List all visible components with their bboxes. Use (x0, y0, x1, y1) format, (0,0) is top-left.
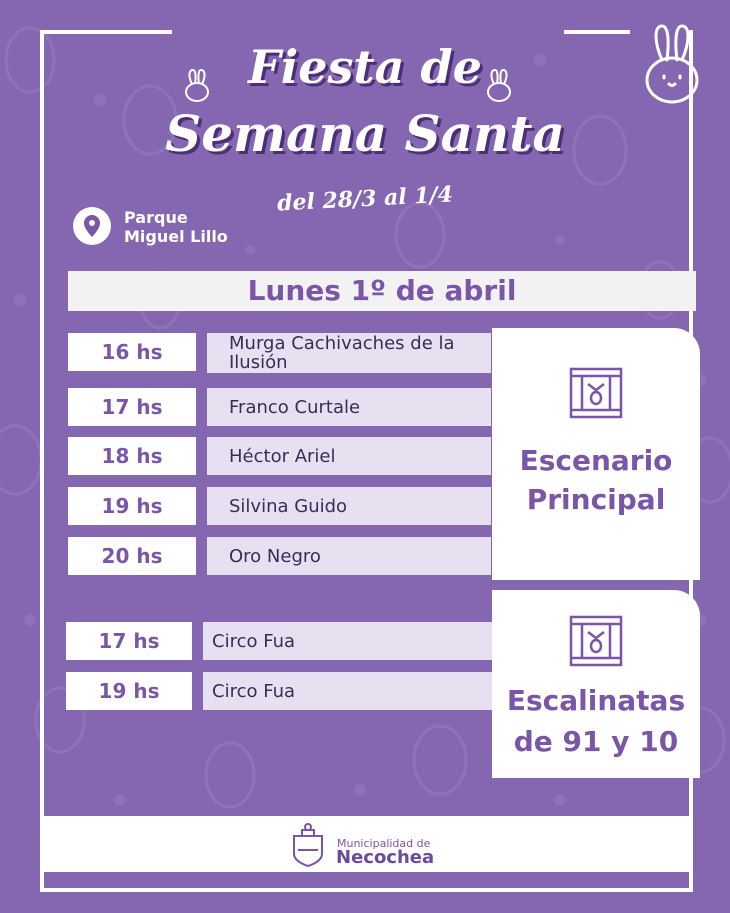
venue-name-line-2: Principal (526, 483, 666, 516)
day-heading: Lunes 1º de abril (68, 271, 696, 311)
stage-icon (568, 614, 624, 668)
location-line-1: Parque (124, 208, 188, 227)
title-line-1: Fiesta de (248, 40, 482, 94)
venue-panel-escenario (492, 328, 700, 580)
event-act: Circo Fua (203, 672, 492, 710)
venue-panel-escalinatas (492, 590, 700, 778)
event-time: 17 hs (68, 388, 196, 426)
event-time: 16 hs (68, 333, 196, 371)
frame-top-left (40, 30, 172, 34)
stage-icon (568, 366, 624, 420)
municipal-crest-icon (288, 822, 328, 868)
event-act: Silvina Guido (207, 487, 491, 525)
location-line-2: Miguel Lillo (124, 227, 228, 246)
location (124, 208, 228, 246)
event-time: 19 hs (68, 487, 196, 525)
event-time: 18 hs (68, 437, 196, 475)
footer-city: Necochea (336, 847, 435, 868)
event-act: Franco Curtale (207, 388, 491, 426)
event-time: 19 hs (66, 672, 192, 710)
event-time: 20 hs (68, 537, 196, 575)
event-dates: del 28/3 al 1/4 (276, 181, 454, 217)
event-act: Circo Fua (203, 622, 492, 660)
frame-top-right (564, 30, 630, 34)
event-time: 17 hs (66, 622, 192, 660)
event-act: Murga Cachivaches de la Ilusión (207, 333, 491, 373)
venue-name-line-2: de 91 y 10 (513, 725, 679, 758)
footer-municipality: Municipalidad de (337, 837, 431, 850)
venue-name-line-1: Escalinatas (506, 684, 686, 717)
event-act: Oro Negro (207, 537, 491, 575)
event-act: Héctor Ariel (207, 437, 491, 475)
venue-name-line-1: Escenario (519, 444, 673, 477)
location-pin-icon (73, 207, 111, 245)
title-line-2: Semana Santa (165, 104, 565, 163)
